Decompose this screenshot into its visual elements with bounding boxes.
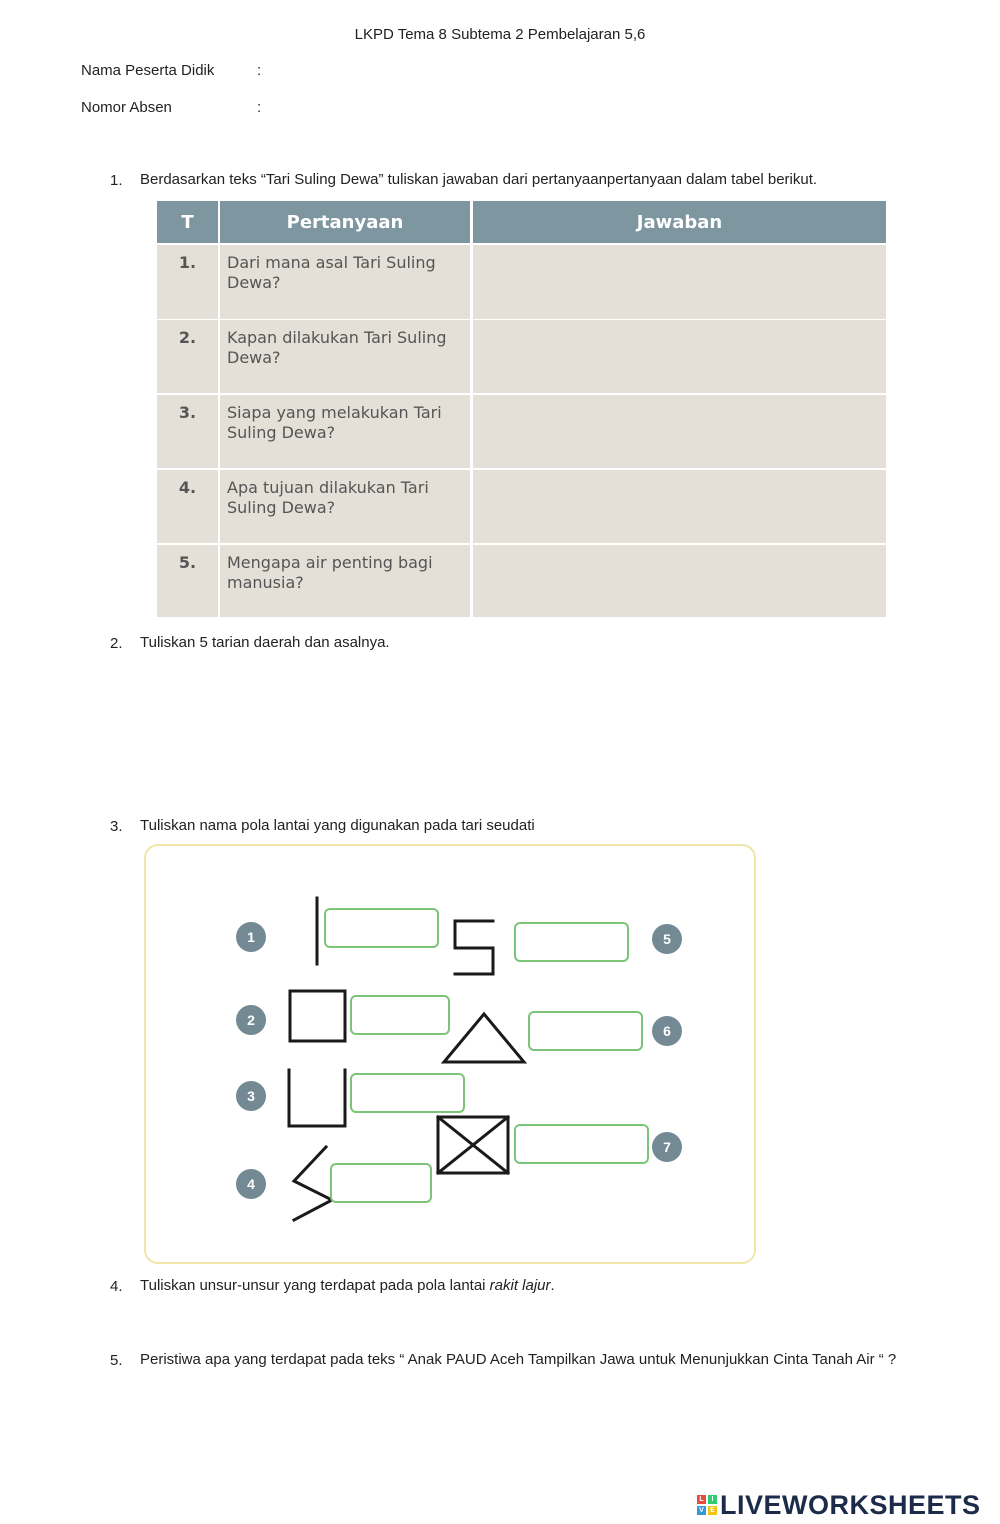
- question-4-text: [140, 1274, 930, 1298]
- pattern-3-u-shape: [289, 1070, 345, 1126]
- pattern-4-chevron-shape: [294, 1147, 330, 1199]
- table-header-jawaban: Jawaban: [473, 201, 886, 243]
- question-1-number: 1.: [110, 172, 123, 189]
- table-row-3-number: 3.: [157, 395, 218, 468]
- table-row-3-question: Siapa yang melakukan Tari Suling Dewa?: [220, 395, 470, 468]
- table-row-5-number: 5.: [157, 545, 218, 617]
- pattern-1-answer-box[interactable]: [324, 908, 439, 948]
- question-4-number: 4.: [110, 1278, 123, 1295]
- question-2-number: 2.: [110, 635, 123, 652]
- table-header-t: T: [157, 201, 218, 243]
- absen-colon: :: [257, 99, 262, 116]
- table-row-4-question: Apa tujuan dilakukan Tari Suling Dewa?: [220, 470, 470, 543]
- pattern-3-answer-box[interactable]: [350, 1073, 465, 1113]
- question-3-text: Tuliskan nama pola lantai yang digunakan pada tari seudati: [140, 817, 535, 834]
- pattern-5-zigzag-shape: [455, 921, 493, 974]
- table-row-2-question: Kapan dilakukan Tari Suling Dewa?: [220, 320, 470, 393]
- pattern-4-tail-shape: [294, 1201, 330, 1220]
- pattern-6-triangle-shape: [444, 1014, 524, 1062]
- pattern-2-answer-box[interactable]: [350, 995, 450, 1035]
- logo-mark-icon: [697, 1495, 717, 1515]
- name-colon: :: [257, 62, 262, 79]
- pattern-7-answer-box[interactable]: [514, 1124, 649, 1164]
- logo-letter-e: E: [708, 1506, 717, 1515]
- question-5-number: 5.: [110, 1352, 123, 1369]
- question-5-text: Peristiwa apa yang terdapat pada teks “ Anak PAUD Aceh Tampilkan Jawa untuk Menunjukkan Cinta Tanah Air “ ?: [140, 1351, 897, 1368]
- question-3-number: 3.: [110, 818, 123, 835]
- table-row-1-number: 1.: [157, 245, 218, 319]
- pattern-badge-4: 4: [236, 1169, 266, 1199]
- logo-letter-i: I: [708, 1495, 717, 1504]
- page-title: LKPD Tema 8 Subtema 2 Pembelajaran 5,6: [354, 26, 646, 43]
- table-row-4-number: 4.: [157, 470, 218, 543]
- pattern-badge-1: 1: [236, 922, 266, 952]
- table-header-pertanyaan: Pertanyaan: [220, 201, 470, 243]
- question-2-text: Tuliskan 5 tarian daerah dan asalnya.: [140, 634, 390, 651]
- pattern-badge-5: 5: [652, 924, 682, 954]
- question-4-text-start: Tuliskan unsur-unsur yang terdapat pada pola lantai: [140, 1277, 490, 1294]
- pattern-6-answer-box[interactable]: [528, 1011, 643, 1051]
- absen-label: Nomor Absen: [81, 99, 172, 116]
- liveworksheets-logo: [697, 1488, 981, 1522]
- logo-letter-v: V: [697, 1506, 706, 1515]
- table-row-1-question: Dari mana asal Tari Suling Dewa?: [220, 245, 470, 319]
- logo-letter-l: L: [697, 1495, 706, 1504]
- pattern-4-answer-box[interactable]: [330, 1163, 432, 1203]
- question-1-text: Berdasarkan teks “Tari Suling Dewa” tuliskan jawaban dari pertanyaanpertanyaan dalam tabel berikut.: [140, 171, 818, 188]
- question-4-text-end: .: [550, 1277, 555, 1294]
- pattern-badge-3: 3: [236, 1081, 266, 1111]
- pattern-badge-2: 2: [236, 1005, 266, 1035]
- question-4-text-italic: rakit lajur: [489, 1277, 551, 1294]
- pattern-2-square-shape: [290, 991, 345, 1041]
- name-label: Nama Peserta Didik: [81, 62, 215, 79]
- table-row-5-question: Mengapa air penting bagi manusia?: [220, 545, 470, 617]
- pattern-badge-6: 6: [652, 1016, 682, 1046]
- logo-text: LIVEWORKSHEETS: [720, 1489, 981, 1520]
- pattern-5-answer-box[interactable]: [514, 922, 629, 962]
- pattern-badge-7: 7: [652, 1132, 682, 1162]
- table-row-2-number: 2.: [157, 320, 218, 393]
